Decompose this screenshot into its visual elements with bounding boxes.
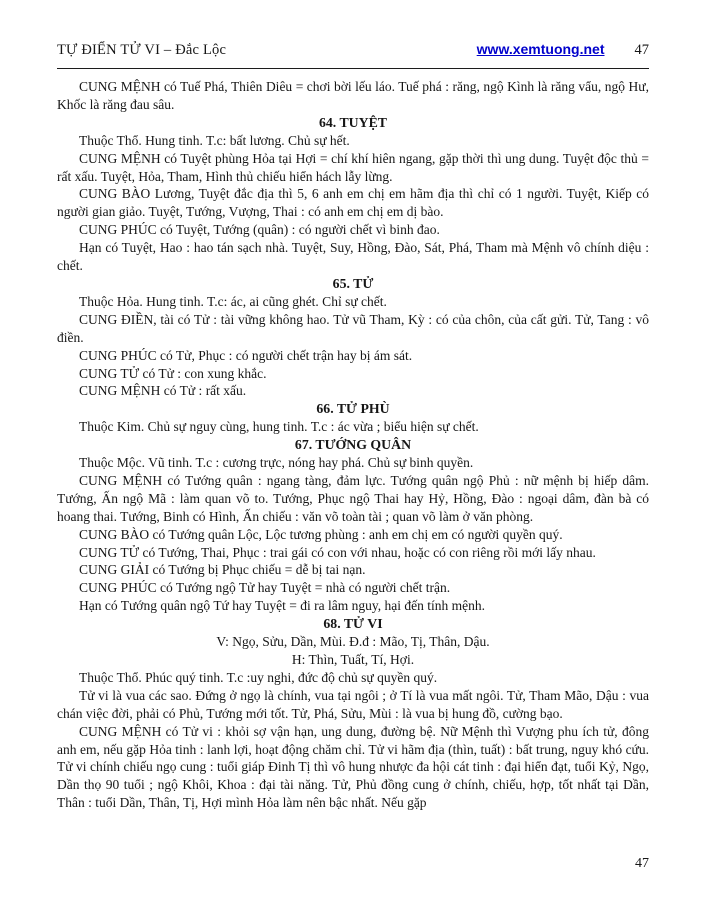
paragraph: CUNG TỬ có Tướng, Thai, Phục : trai gái có con với nhau, hoặc có con riêng rồi mới lấy nhau. [79,544,596,560]
document-body [57,78,649,812]
centered-line: H: Thìn, Tuất, Tí, Hợi. [291,652,415,667]
paragraph: Thuộc Hỏa. Hung tinh. T.c: ác, ai cũng ghét. Chỉ sự chết. [79,293,387,309]
paragraph: CUNG MỆNH có Tuyệt phùng Hỏa tại Hợi = chí khí hiên ngang, gặp thời thì ung dung. Tuyệt độc thủ = rất xấu. Tuyệt, Hỏa, Tham, Hình thủ chiếu hiển hách lẫy lừng. [57,150,649,184]
header-page-number: 47 [634,42,649,58]
paragraph: CUNG PHÚC có Tử, Phục : có người chết trận hay bị ám sát. [79,347,413,363]
paragraph: CUNG MỆNH có Tướng quân : ngang tàng, đảm lực. Tướng quân ngộ Phủ : nữ mệnh bị hiếp dâm. Tướng, Ấn ngộ Mã : làm quan võ to. Tướng, Phục ngộ Thai hay Hỷ, Hồng, Đào : ngoại dâm, đàn bà có hoang thai. Tướng, Binh có Hình, Ấn chiếu : văn võ toàn tài ; quan võ làm ở văn phòng. [57,472,649,524]
paragraph: CUNG PHÚC có Tướng ngộ Tử hay Tuyệt = nhà có người chết trận. [79,580,451,596]
paragraph: Hạn có Tuyệt, Hao : hao tán sạch nhà. Tuyệt, Suy, Hồng, Đào, Sát, Phá, Tham mà Mệnh vô chính diệu : chết. [57,240,649,274]
paragraph: Tử vi là vua các sao. Đứng ở ngọ là chính, vua tại ngôi ; ở Tí là vua mất ngôi. Tử, Tham Mão, Dậu : vua chán việc đời, phải có Phủ, Tướng mới tốt. Tử, Phá, Sửu, Mùi : là vua bị hung đồ, cường bạo. [57,687,649,721]
paragraph: Hạn có Tướng quân ngộ Tứ hay Tuyệt = đi ra lâm nguy, hại đến tính mệnh. [79,598,485,614]
header-right-group [477,40,649,59]
paragraph: Thuộc Thổ. Phúc quý tinh. T.c :uy nghi, đức độ chủ sự quyền quý. [79,669,438,685]
section-heading: 64. TUYỆT [319,114,387,130]
paragraph: Thuộc Thổ. Hung tinh. T.c: bất lương. Chủ sự hết. [79,132,350,148]
section-heading: 68. TỬ VI [323,616,383,632]
document-title: TỰ ĐIỂN TỬ VI – Đắc Lộc [57,42,227,58]
section-heading: 65. TỬ [332,275,374,291]
header-rule [57,68,649,69]
paragraph: CUNG GIẢI có Tướng bị Phục chiếu = dễ bị tai nạn. [79,562,366,578]
paragraph: CUNG BÀO Lương, Tuyệt đắc địa thì 5, 6 anh em chị em hãm địa thì chỉ có 1 người. Tuyệt, Kiếp có người gian giảo. Tuyệt, Tướng, Vượng, Thai : có anh em chị em dị bào. [57,186,649,220]
site-link[interactable]: www.xemtuong.net [476,41,605,57]
paragraph: Thuộc Mộc. Vũ tinh. T.c : cương trực, nóng hay phá. Chủ sự binh quyền. [79,455,474,471]
page-footer [635,856,649,872]
paragraph: CUNG MỆNH có Tử : rất xấu. [79,383,247,399]
paragraph: Thuộc Kim. Chủ sự nguy cùng, hung tinh. T.c : ác vừa ; biểu hiện sự chết. [79,419,479,435]
section-heading: 67. TƯỚNG QUÂN [294,437,412,453]
centered-line: V: Ngọ, Sửu, Dần, Mùi. Đ.đ : Mão, Tị, Thân, Dậu. [216,634,490,650]
section-heading: 66. TỬ PHÙ [316,401,390,417]
paragraph: CUNG BÀO có Tướng quân Lộc, Lộc tương phùng : anh em chị em có người quyền quý. [79,526,563,542]
paragraph: CUNG MỆNH có Tử vi : khỏi sợ vận hạn, ung dung, đường bệ. Nữ Mệnh thì Vượng phu ích tử, đông anh em, nếu gặp Hỏa tinh : lanh lợi, hoạt động chăm chỉ. Tử vi hãm địa (thìn, tuất) : bất trung, nguy khó cứu. Tử vi chính chiếu ngọ cung : tuổi giáp Đinh Tị thì vô hung nhược đa hội cát tinh : đại hiển đạt, tuổi Kỷ, Ngọ, Dần thọ 90 tuổi ; ngộ Khôi, Khoa : đại tài năng. Tử, Phủ đồng cung ở chính, chiếu, hợp, tốt nhất tại Dần, Thân : tuổi Dần, Thân, Tị, Hợi mình Hỏa làm nên bậc nhất. Nếu gặp [57,723,649,811]
page-header [57,40,649,59]
paragraph: CUNG TỬ có Tử : con xung khắc. [79,365,267,381]
footer-page-number: 47 [635,856,649,871]
paragraph: CUNG ĐIỀN, tài có Tử : tài vững không hao. Tử vũ Tham, Kỳ : có của chôn, của cất gửi. Tử, Tang : vô điền. [57,311,649,345]
paragraph: CUNG MỆNH có Tuế Phá, Thiên Diêu = chơi bời lếu láo. Tuế phá : răng, ngộ Kình là răng vẩu, ngộ Hư, Khốc là răng đau sâu. [57,79,649,112]
paragraph: CUNG PHÚC có Tuyệt, Tướng (quân) : có người chết vì binh đao. [79,222,440,238]
